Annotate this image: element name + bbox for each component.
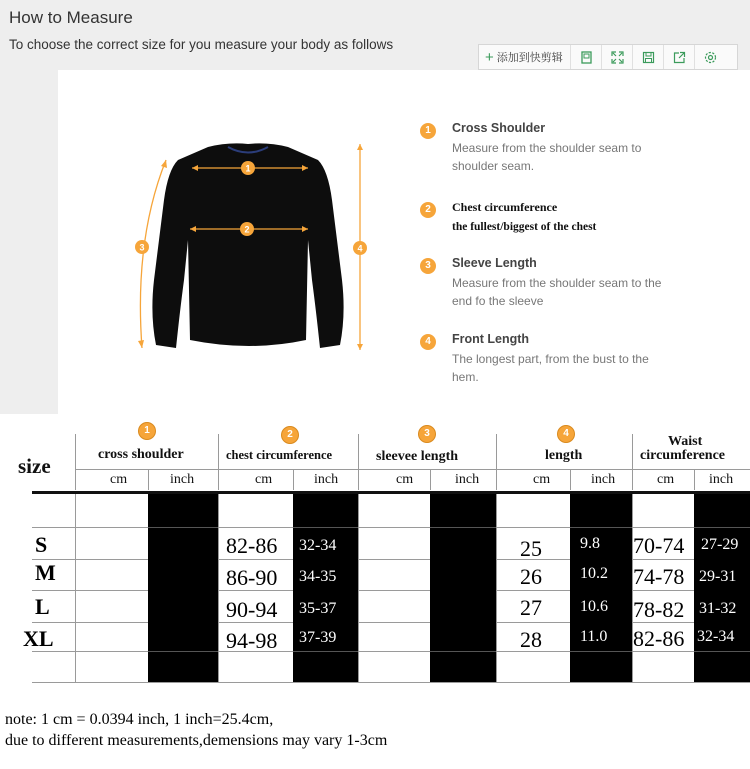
waist-cm: 78-82	[633, 597, 685, 622]
inch-column-chest	[293, 494, 358, 682]
svg-text:2: 2	[244, 224, 250, 235]
waist-cm: 74-78	[633, 564, 685, 589]
length-header: length	[545, 448, 583, 463]
page-title: How to Measure	[9, 8, 133, 27]
grid-line	[32, 559, 750, 560]
length-cm: 26	[520, 564, 542, 589]
waist-cm: 70-74	[633, 533, 685, 558]
grid-line	[32, 590, 750, 591]
badge-4: 4	[557, 425, 575, 443]
grid-line	[32, 527, 750, 528]
grid-line	[358, 434, 359, 490]
unit-cm: cm	[533, 472, 551, 487]
note-variance: due to different measurements,demensions may vary 1-3cm	[5, 732, 388, 749]
unit-cm: cm	[255, 472, 273, 487]
grid-line	[570, 469, 571, 490]
clip-toolbar	[478, 44, 738, 70]
waist-cm: 82-86	[633, 626, 685, 651]
size-label: S	[35, 532, 48, 557]
legend-desc: Measure from the shoulder seam to shoulder seam.	[452, 141, 642, 173]
inch-column-sleeve	[430, 494, 496, 682]
grid-line	[694, 469, 695, 490]
waist-inch: 31-32	[699, 600, 737, 617]
waist-inch: 27-29	[701, 536, 739, 553]
svg-text:4: 4	[357, 243, 363, 254]
length-cm: 25	[520, 536, 542, 561]
size-table	[0, 414, 750, 684]
inch-column-shoulder	[148, 494, 218, 682]
badge-4: 4	[420, 334, 436, 350]
grid-line	[75, 469, 750, 470]
settings-button[interactable]	[695, 45, 726, 69]
grid-line	[75, 434, 76, 490]
grid-line	[148, 469, 149, 490]
legend-desc: The longest part, from the bust to the hem.	[452, 352, 649, 384]
unit-cm: cm	[657, 472, 675, 487]
size-label: L	[35, 594, 50, 619]
length-inch: 11.0	[580, 628, 608, 645]
save-icon	[642, 51, 655, 64]
size-label: XL	[23, 626, 54, 651]
length-inch: 10.6	[580, 598, 608, 615]
cross-shoulder-header: cross shoulder	[98, 447, 184, 462]
length-cm: 27	[520, 595, 542, 620]
chest-header: chest circumference	[226, 448, 333, 462]
unit-inch: inch	[709, 472, 734, 487]
chest-cm: 94-98	[226, 628, 278, 653]
share-icon	[673, 51, 686, 64]
grid-line	[218, 434, 219, 490]
badge-2: 2	[281, 426, 299, 444]
sleeve-header: sleevee length	[376, 449, 459, 464]
waist-inch: 32-34	[697, 628, 735, 645]
note-conversion: note: 1 cm = 0.0394 inch, 1 inch=25.4cm,	[5, 711, 274, 728]
badge-1: 1	[138, 422, 156, 440]
header-rule	[32, 491, 750, 494]
expand-button[interactable]	[602, 45, 633, 69]
inch-column-length	[570, 494, 632, 682]
grid-line	[496, 494, 497, 682]
unit-inch: inch	[314, 472, 339, 487]
unit-cm: cm	[110, 472, 128, 487]
grid-line	[32, 682, 750, 683]
waist-header-line2: circumference	[640, 448, 725, 463]
unit-inch: inch	[591, 472, 616, 487]
chest-cm: 90-94	[226, 597, 278, 622]
legend-title: Front Length	[452, 332, 530, 346]
chest-inch: 32-34	[299, 537, 337, 554]
length-cm: 28	[520, 627, 542, 652]
unit-inch: inch	[455, 472, 480, 487]
legend-title: Cross Shoulder	[452, 121, 546, 135]
grid-line	[496, 434, 497, 490]
grid-line	[632, 434, 633, 490]
chest-cm: 86-90	[226, 565, 278, 590]
size-header: size	[18, 454, 51, 478]
grid-line	[430, 469, 431, 490]
svg-text:3: 3	[139, 242, 145, 253]
plus-icon: +	[485, 48, 494, 66]
gear-icon	[704, 51, 717, 64]
badge-1: 1	[420, 123, 436, 139]
waist-inch: 29-31	[699, 568, 737, 585]
page-button[interactable]	[571, 45, 602, 69]
grid-line	[218, 494, 219, 682]
badge-3: 3	[418, 425, 436, 443]
inch-column-waist	[694, 494, 750, 682]
legend-desc: the fullest/biggest of the chest	[452, 221, 597, 233]
chest-inch: 37-39	[299, 629, 337, 646]
chest-inch: 35-37	[299, 600, 337, 617]
badge-2: 2	[420, 202, 436, 218]
grid-line	[293, 469, 294, 490]
legend-title: Sleeve Length	[452, 256, 537, 270]
sweater-diagram	[120, 130, 380, 360]
add-to-clip-label: 添加到快剪辑	[496, 52, 563, 64]
page-icon	[580, 51, 593, 64]
share-button[interactable]	[664, 45, 695, 69]
expand-icon	[611, 51, 624, 64]
length-inch: 9.8	[580, 535, 600, 552]
length-inch: 10.2	[580, 565, 608, 582]
save-button[interactable]	[633, 45, 664, 69]
page-subtitle: To choose the correct size for you measure your body as follows	[9, 37, 394, 52]
chest-inch: 34-35	[299, 568, 337, 585]
grid-line	[358, 494, 359, 682]
grid-line	[75, 494, 76, 682]
chest-cm: 82-86	[226, 533, 278, 558]
unit-cm: cm	[396, 472, 414, 487]
svg-text:1: 1	[245, 163, 251, 174]
size-label: M	[35, 560, 56, 585]
add-to-clip-button[interactable]	[479, 45, 571, 69]
badge-3: 3	[420, 258, 436, 274]
unit-inch: inch	[170, 472, 195, 487]
waist-header-line1: Waist	[668, 434, 703, 449]
legend-desc: Measure from the shoulder seam to the end fo the sleeve	[452, 276, 662, 308]
legend-title: Chest circumference	[452, 200, 558, 214]
